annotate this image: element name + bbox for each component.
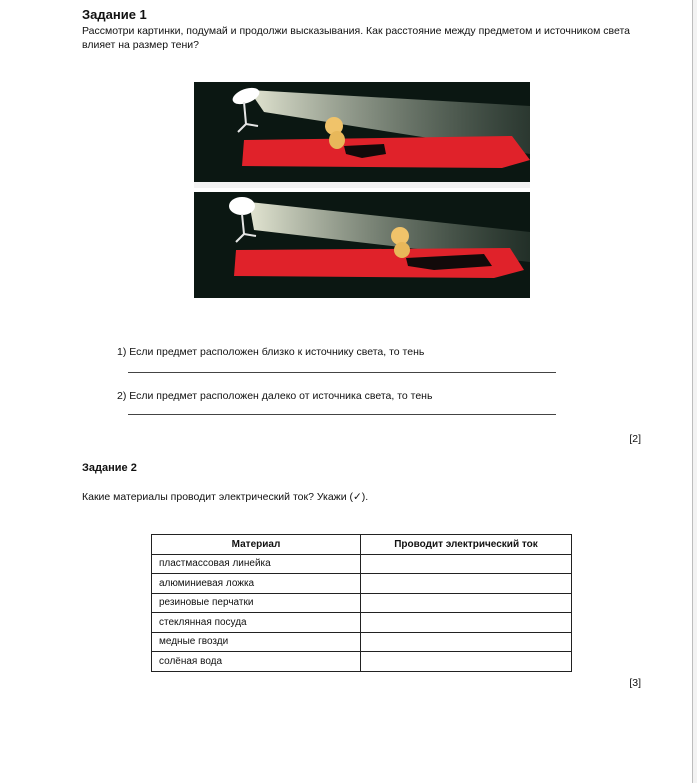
table-header-row [152, 535, 572, 555]
table-row [152, 613, 572, 633]
check-cell[interactable] [361, 593, 572, 613]
task1-instruction: Рассмотри картинки, подумай и продолжи высказывания. Как расстояние между предметом и источником света влияет на размер тени? [82, 25, 630, 51]
photo-object-near-light [194, 82, 530, 188]
material-cell: резиновые перчатки [152, 593, 361, 613]
check-cell[interactable] [361, 554, 572, 574]
question-1: 1) Если предмет расположен близко к источнику света, то тень [117, 346, 425, 358]
task1-title: Задание 1 [82, 7, 147, 22]
material-cell: медные гвозди [152, 632, 361, 652]
question-2: 2) Если предмет расположен далеко от источника света, то тень [117, 390, 433, 402]
check-cell[interactable] [361, 632, 572, 652]
material-cell: алюминиевая ложка [152, 574, 361, 594]
material-cell: стеклянная посуда [152, 613, 361, 633]
check-cell[interactable] [361, 652, 572, 672]
material-cell: солёная вода [152, 652, 361, 672]
check-cell[interactable] [361, 613, 572, 633]
photo-object-far-from-light [194, 192, 530, 298]
task2-title: Задание 2 [82, 462, 137, 474]
table-row [152, 554, 572, 574]
task2-instruction: Какие материалы проводит электрический ток? Укажи (✓). [82, 491, 369, 503]
header-material: Материал [152, 535, 361, 555]
answer-line-1[interactable] [128, 372, 556, 373]
table-row [152, 632, 572, 652]
task1-score: [2] [629, 433, 641, 445]
page-right-margin [693, 0, 697, 783]
table-row [152, 574, 572, 594]
task2-score: [3] [629, 677, 641, 689]
table-row [152, 652, 572, 672]
page-border [692, 0, 693, 783]
material-cell: пластмассовая линейка [152, 554, 361, 574]
table-row [152, 593, 572, 613]
answer-line-2[interactable] [128, 414, 556, 415]
check-cell[interactable] [361, 574, 572, 594]
header-conducts: Проводит электрический ток [361, 535, 572, 555]
materials-table [151, 534, 572, 672]
